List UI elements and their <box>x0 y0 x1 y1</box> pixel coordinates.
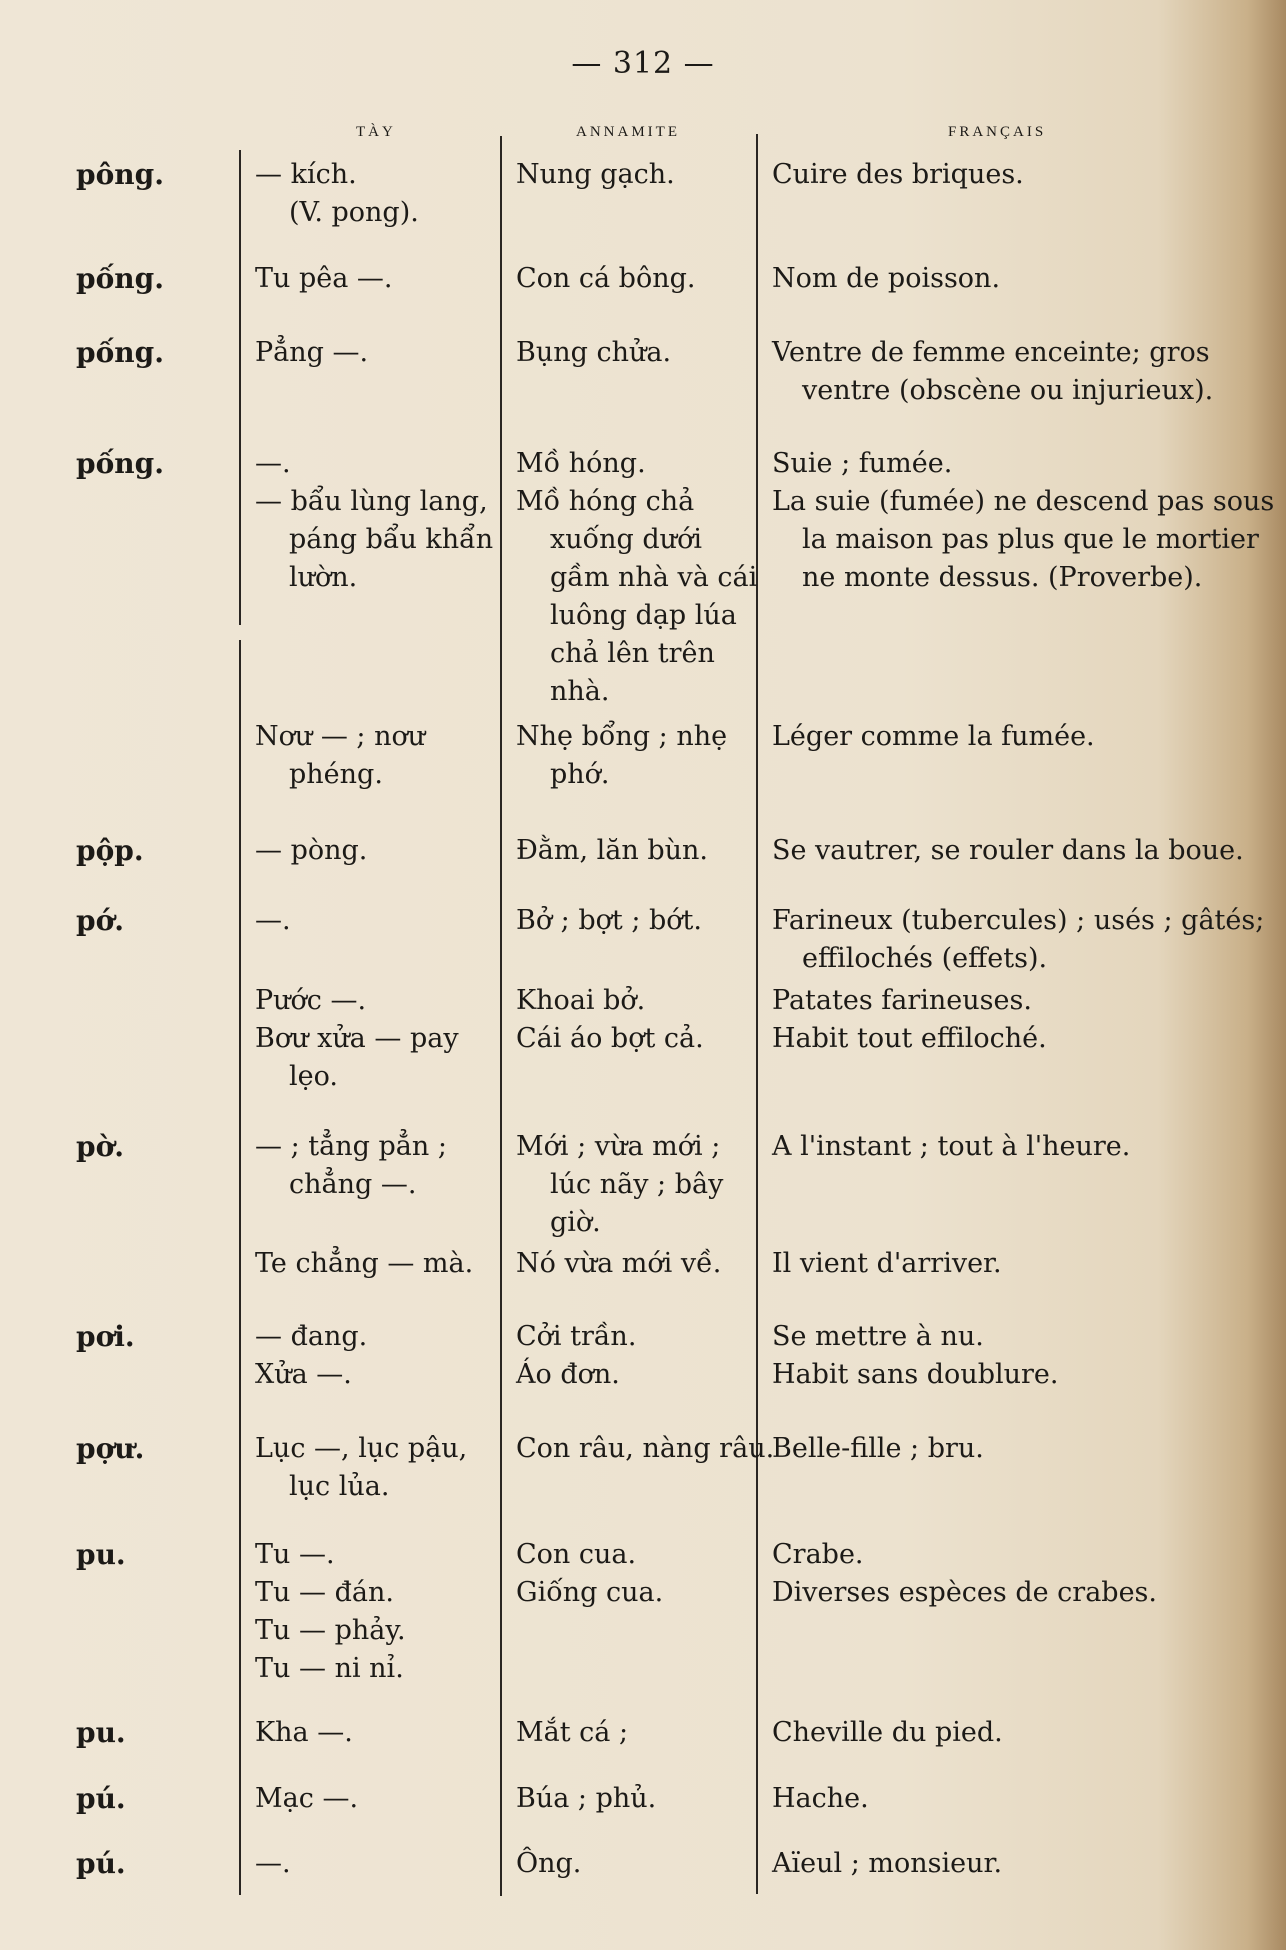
annamite-text-cell <box>516 260 761 298</box>
annamite-text-cell <box>516 1780 761 1818</box>
francais-text: Habit tout effiloché. <box>772 1023 1047 1054</box>
tay-text-cell <box>255 334 495 372</box>
tay-text: Pước —. <box>255 985 367 1016</box>
annamite-text: Búa ; phủ. <box>516 1783 657 1814</box>
annamite-text-cell <box>516 156 761 194</box>
tay-text: Tu pêa —. <box>255 263 393 294</box>
annamite-text: Mồ hóng chả <box>516 486 695 517</box>
tay-text: Tu — phảy. <box>255 1615 406 1646</box>
annamite-text-cell <box>516 1536 761 1612</box>
tay-text-cell <box>255 1714 495 1752</box>
entry-headword: pống. <box>76 336 164 369</box>
entry-headword: pờ. <box>76 1130 125 1163</box>
tay-text-cell <box>255 445 495 597</box>
tay-text: — kích. <box>255 159 357 190</box>
column-rule <box>239 150 241 625</box>
tay-text: —. <box>255 448 291 479</box>
annamite-text: Cái áo bợt cả. <box>516 1023 704 1054</box>
entry-headword: pú. <box>76 1782 126 1815</box>
annamite-text-cell <box>516 334 761 372</box>
annamite-text: Cởi trần. <box>516 1321 637 1352</box>
tay-text-cell <box>255 982 495 1096</box>
francais-text: Nom de poisson. <box>772 263 1001 294</box>
tay-text-cell <box>255 1318 495 1394</box>
tay-text: — ; tẳng pẳn ; <box>255 1131 447 1162</box>
annamite-text: Nhẹ bổng ; nhẹ <box>516 721 728 752</box>
francais-text: ventre (obscène ou injurieux). <box>802 375 1214 406</box>
annamite-text-cell <box>516 1714 761 1752</box>
entry-headword: pộp. <box>76 834 144 867</box>
francais-text-cell <box>772 1430 1242 1468</box>
tay-text: lẹo. <box>289 1061 338 1092</box>
tay-text-cell <box>255 1245 495 1283</box>
annamite-text: gầm nhà và cái <box>550 562 758 593</box>
francais-text: Crabe. <box>772 1539 864 1570</box>
entry-headword: pợư. <box>76 1432 145 1465</box>
tay-text: —. <box>255 1848 291 1879</box>
francais-text: Diverses espèces de crabes. <box>772 1577 1158 1608</box>
francais-text: Cuire des briques. <box>772 159 1024 190</box>
column-rule <box>239 640 241 1895</box>
tay-text: Kha —. <box>255 1717 353 1748</box>
annamite-text-cell <box>516 1318 761 1394</box>
francais-text-cell <box>772 982 1242 1058</box>
tay-text: — pòng. <box>255 835 368 866</box>
tay-text: lườn. <box>289 562 358 593</box>
tay-text: Te chẳng — mà. <box>255 1248 474 1279</box>
tay-text: Xửa —. <box>255 1359 352 1390</box>
annamite-text-cell <box>516 1128 761 1242</box>
tay-text: — đang. <box>255 1321 368 1352</box>
annamite-text: giờ. <box>550 1207 601 1238</box>
francais-text-cell <box>772 1845 1242 1883</box>
francais-text-cell <box>772 1780 1242 1818</box>
francais-text: Cheville du pied. <box>772 1717 1003 1748</box>
francais-text-cell <box>772 260 1242 298</box>
entry-headword: pơi. <box>76 1320 135 1353</box>
tay-text-cell <box>255 1430 495 1506</box>
annamite-text: Mới ; vừa mới ; <box>516 1131 721 1162</box>
annamite-text-cell <box>516 832 761 870</box>
tay-text: páng bẩu khẩn <box>289 524 494 555</box>
tay-text: (V. pong). <box>289 197 419 228</box>
tay-text-cell <box>255 1536 495 1688</box>
annamite-text: Áo đơn. <box>516 1359 620 1390</box>
tay-text-cell <box>255 718 495 794</box>
francais-text-cell <box>772 334 1242 410</box>
francais-text: Aïeul ; monsieur. <box>772 1848 1003 1879</box>
francais-text: La suie (fumée) ne descend pas sous <box>772 486 1275 517</box>
francais-text-cell <box>772 1714 1242 1752</box>
tay-text-cell <box>255 156 495 232</box>
tay-text: —. <box>255 905 291 936</box>
annamite-text: Bụng chửa. <box>516 337 672 368</box>
column-header-annamite: ANNAMITE <box>576 124 680 140</box>
tay-text-cell <box>255 1128 495 1204</box>
francais-text-cell <box>772 445 1275 597</box>
francais-text: Hache. <box>772 1783 869 1814</box>
tay-text: Bơư xửa — pay <box>255 1023 459 1054</box>
annamite-text-cell <box>516 445 761 711</box>
francais-text: Se mettre à nu. <box>772 1321 984 1352</box>
francais-text: la maison pas plus que le mortier <box>802 524 1259 555</box>
entry-headword: pông. <box>76 158 164 191</box>
annamite-text-cell <box>516 1245 761 1283</box>
tay-text-cell <box>255 832 495 870</box>
francais-text-cell <box>772 1318 1242 1394</box>
annamite-text: Nung gạch. <box>516 159 675 190</box>
francais-text: Habit sans doublure. <box>772 1359 1059 1390</box>
annamite-text: Giống cua. <box>516 1577 664 1608</box>
annamite-text: lúc nãy ; bây <box>550 1169 724 1200</box>
annamite-text: Mắt cá ; <box>516 1717 629 1748</box>
annamite-text: Bở ; bợt ; bớt. <box>516 905 702 936</box>
annamite-text: Ông. <box>516 1848 582 1879</box>
francais-text-cell <box>772 1128 1242 1166</box>
tay-text: Pẳng —. <box>255 337 369 368</box>
tay-text: Lục —, lục pậu, <box>255 1433 468 1464</box>
francais-text-cell <box>772 902 1265 978</box>
tay-text: — bẩu lùng lang, <box>255 486 488 517</box>
annamite-text-cell <box>516 982 761 1058</box>
francais-text: ne monte dessus. (Proverbe). <box>802 562 1203 593</box>
tay-text-cell <box>255 902 495 940</box>
annamite-text: nhà. <box>550 676 610 707</box>
tay-text: Tu — ni nỉ. <box>255 1653 404 1684</box>
francais-text-cell <box>772 156 1242 194</box>
entry-headword: pớ. <box>76 904 125 937</box>
francais-text: Léger comme la fumée. <box>772 721 1095 752</box>
francais-text-cell <box>772 718 1242 756</box>
annamite-text: chả lên trên <box>550 638 715 669</box>
annamite-text: phớ. <box>550 759 610 790</box>
francais-text: Se vautrer, se rouler dans la boue. <box>772 835 1244 866</box>
page-number: — 312 — <box>571 46 715 81</box>
tay-text: Tu — đán. <box>255 1577 394 1608</box>
annamite-text: Đằm, lăn bùn. <box>516 835 709 866</box>
entry-headword: pú. <box>76 1847 126 1880</box>
tay-text: lục lủa. <box>289 1471 390 1502</box>
column-rule <box>500 136 502 1896</box>
annamite-text-cell <box>516 1845 761 1883</box>
tay-text: Mạc —. <box>255 1783 359 1814</box>
francais-text: Belle-fille ; bru. <box>772 1433 984 1464</box>
tay-text-cell <box>255 1780 495 1818</box>
annamite-text: luông dạp lúa <box>550 600 737 631</box>
annamite-text: Con râu, nàng râu. <box>516 1433 775 1464</box>
annamite-text: Con cua. <box>516 1539 637 1570</box>
francais-text: Suie ; fumée. <box>772 448 953 479</box>
francais-text: Farineux (tubercules) ; usés ; gâtés; <box>772 905 1265 936</box>
annamite-text: Con cá bông. <box>516 263 696 294</box>
annamite-text: xuống dưới <box>550 524 702 555</box>
tay-text: phéng. <box>289 759 383 790</box>
column-header-tay: TÀY <box>356 124 396 140</box>
francais-text-cell <box>772 1536 1242 1612</box>
annamite-text: Mồ hóng. <box>516 448 646 479</box>
francais-text-cell <box>772 832 1242 870</box>
entry-headword: pống. <box>76 262 164 295</box>
francais-text: effilochés (effets). <box>802 943 1048 974</box>
tay-text: Nơư — ; nơư <box>255 721 426 752</box>
annamite-text-cell <box>516 718 761 794</box>
tay-text-cell <box>255 1845 495 1883</box>
entry-headword: pu. <box>76 1538 126 1571</box>
tay-text: Tu —. <box>255 1539 335 1570</box>
annamite-text: Khoai bở. <box>516 985 646 1016</box>
column-header-francais: FRANÇAIS <box>948 124 1047 140</box>
francais-text: Ventre de femme enceinte; gros <box>772 337 1210 368</box>
entry-headword: pu. <box>76 1716 126 1749</box>
tay-text-cell <box>255 260 495 298</box>
annamite-text: Nó vừa mới về. <box>516 1248 722 1279</box>
entry-headword: pống. <box>76 447 164 480</box>
francais-text-cell <box>772 1245 1242 1283</box>
annamite-text-cell <box>516 902 761 940</box>
tay-text: chẳng —. <box>289 1169 417 1200</box>
francais-text: A l'instant ; tout à l'heure. <box>772 1131 1131 1162</box>
francais-text: Patates farineuses. <box>772 985 1032 1016</box>
annamite-text-cell <box>516 1430 775 1468</box>
francais-text: Il vient d'arriver. <box>772 1248 1002 1279</box>
